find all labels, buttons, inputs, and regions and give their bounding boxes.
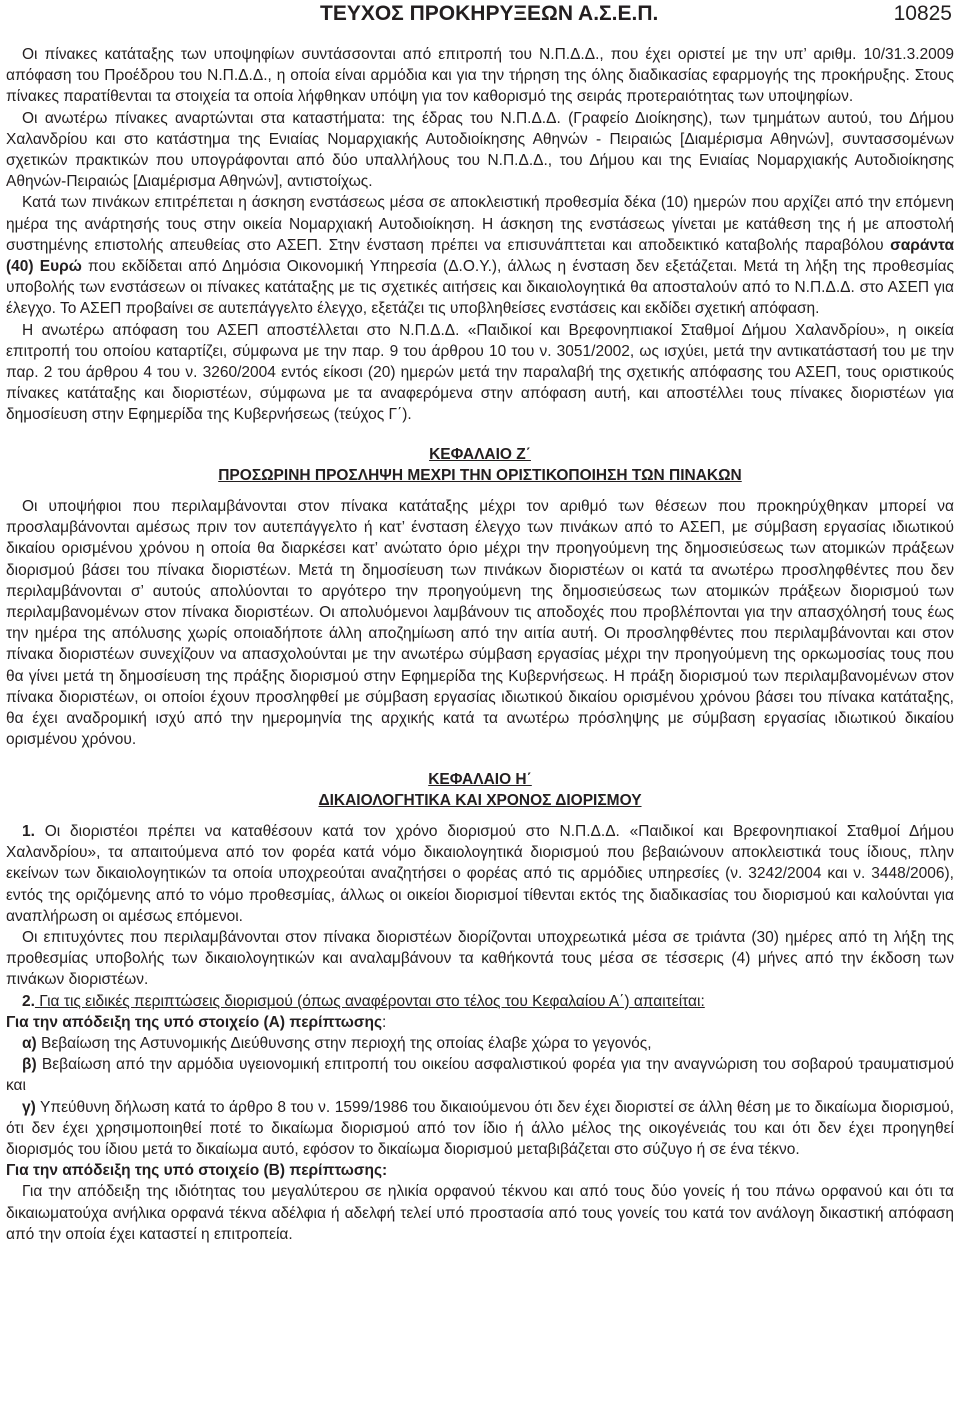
- page-header: [0, 2, 960, 34]
- paragraph-temporary-hiring: Οι υποψήφιοι που περιλαμβάνονται στον πίνακα κατάταξης μέχρι τον αριθμό των θέσεων που προκηρύχθηκαν μπορεί να προσλαμβάνονται αμέσως πριν τον αυτεπάγγελτο ή κατ’ ένσταση έλεγχο των πινάκων από το ΑΣΕΠ, με σύμβαση εργασίας ιδιωτικού δικαίου ορισμένου χρόνου η οποία θα διαρκέσει κατ’ ανώτατο όριο μέχρι την προηγούμενη της δημοσιεύσεως των ατομικών πράξεων διορισμού βάσει του πίνακα διοριστέων. Μετά τη δημοσίευση των πινάκων διοριστέων οι κατά τα ανωτέρω προσληφθέντες που δεν περιλαμβάνονται σ’ αυτούς απολύονται το αργότερο την προηγούμενη της δημοσιεύσεως των ατομικών πράξεων διορισμού των περιλαμβανομένων στον πίνακα διοριστέων. Οι απολυόμενοι λαμβάνουν τις αποδοχές που προβλέπονται για την απασχόλησή τους έως την ημέρα της απόλυσης χωρίς οποιαδήποτε άλλη αποζημίωση από την αιτία αυτή. Οι προσληφθέντες που περιλαμβάνονται και στον πίνακα διοριστέων συνεχίζουν να απασχολούνται με την ανωτέρω σύμβαση εργασίας μέχρι την προηγούμενη της ορκωμοσίας τους που θα γίνει μετά τη δημοσίευση της πράξης διορισμού στην Εφημερίδα της Κυβερνήσεως. Η πράξη διορισμού των περιλαμβανομένων στον πίνακα διοριστέων, οι οποίοι έχουν προσληφθεί με σύμβαση εργασίας ιδιωτικού δικαίου ορισμένου χρόνου βάσει του πίνακα κατάταξης, θα έχει αναδρομική ισχύ από την ημερομηνία της αρχικής κατά τα ανωτέρω πρόσληψης με σύμβαση εργασίας ιδιωτικού δικαίου ορισμένου χρόνου.: [6, 498, 954, 749]
- item-1-extra: Οι επιτυχόντες που περιλαμβάνονται στον πίνακα διοριστέων διορίζονται υποχρεωτικά μέσα σε τριάντα (30) ημέρες από τη λήξη της προθεσμίας υποβολής των δικαιολογητικών και αναλαμβάνουν τα καθήκοντά τους μέσα σε τέσσερις (4) μήνες από την έκδοση των πινάκων διοριστέων.: [6, 928, 954, 989]
- case-b-text: Για την απόδειξη της ιδιότητας του μεγαλύτερου σε ηλικία ορφανού τέκνου και από τους δύο γονείς ή του πάνω ορφανού και ότι τα δικαιωματούχα ανήλικα ορφανά τέκνα αδέλφια ή αδελφή τελεί υπό προστασία από τους γονείς του κατά τον ανάλογη δικαστική απόφαση από την οποία έχει καταστεί η επιτροπεία.: [6, 1183, 954, 1243]
- paragraph-asep-decision: Η ανωτέρω απόφαση του ΑΣΕΠ αποστέλλεται στο Ν.Π.Δ.Δ. «Παιδικοί και Βρεφονηπιακοί Σταθμοί Δήμου Χαλανδρίου», η οικεία επιτροπή του οποίου καταρτίζει, σύμφωνα με την παρ. 9 του άρθρου 10 του ν. 3051/2002, ως ισχύει, μετά την αντικατάστασή του με την παρ. 2 του άρθρου 4 του ν. 3260/2004 εντός είκοσι (20) ημερών μετά την παραλαβή της σχετικής απόφασης του ΑΣΕΠ, τους οριστικούς πίνακες κατάταξης και διοριστέων, σύμφωνα με τα αναφερόμενα στην απόφαση αυτή, και αποστέλλει τους πίνακες διοριστέων για δημοσίευση στην Εφημερίδα της Κυβερνήσεως (τεύχος Γ΄).: [6, 321, 954, 424]
- item-2-number: 2.: [22, 992, 35, 1010]
- case-a-item-b: β) Βεβαίωση από την αρμόδια υγειονομική επιτροπή του οικείου ασφαλιστικού φορέα για την αναγνώριση του σοβαρού τραυματισμού και: [6, 1056, 954, 1095]
- item-2-text: Για τις ειδικές περιπτώσεις διορισμού (όπως αναφέρονται στο τέλος του Κεφαλαίου Α΄) απαιτείται:: [34, 992, 705, 1010]
- page-number: 10825: [893, 2, 952, 25]
- objections-text-a: Κατά των πινάκων επιτρέπεται η άσκηση ενστάσεως μέσα σε αποκλειστική προθεσμία δέκα (10) ημερών που αρχίζει από την επόμενη ημέρα της ανάρτησής τους στην οικεία Νομαρχιακή Αυτοδιοίκηση. Η άσκηση της ενστάσεως γίνεται με κατάθεση της ή με αποστολή συστημένης επιστολής απευθείας στο ΑΣΕΠ. Στην ένσταση πρέπει να επισυνάπτεται και αποδεικτικό καταβολής παραβόλου: [6, 194, 954, 254]
- paragraph-objections: [6, 192, 954, 319]
- chapter-h-heading: ΚΕΦΑΛΑΙΟ Η΄: [428, 770, 532, 788]
- fee-amount: σαράντα (40) Ευρώ: [6, 236, 954, 276]
- case-a-title: Για την απόδειξη της υπό στοιχείο (Α) περίπτωσης:: [6, 1013, 387, 1031]
- paragraph-ranking-committee: Οι πίνακες κατάταξης των υποψηφίων συντάσσονται από επιτροπή του Ν.Π.Δ.Δ., που έχει οριστεί με την υπ’ αριθμ. 10/31.3.2009 απόφαση του Προέδρου του Ν.Π.Δ.Δ., η οποία είναι αρμόδια και για την τήρηση της όλης διαδικασίας εφαρμογής της προκήρυξης. Στους πίνακες παρατίθενται τα στοιχεία τα οποία λήφθηκαν υπόψη για τον καθορισμό της σειράς προτεραιότητας των υποψηφίων.: [6, 46, 954, 106]
- case-b-title: Για την απόδειξη της υπό στοιχείο (Β) περίπτωσης:: [6, 1162, 388, 1180]
- item-2: [6, 991, 954, 1012]
- item-1-number: 1.: [22, 822, 35, 840]
- paragraph-posting: Οι ανωτέρω πίνακες αναρτώνται στα καταστήματα: της έδρας του Ν.Π.Δ.Δ. (Γραφείο Διοίκησης), των τμημάτων αυτού, του Δήμου Χαλανδρίου και στο κατάστημα της Ενιαίας Νομαρχιακής Αυτοδιοίκησης Αθηνών - Πειραιώς [Διαμέρισμα Αθηνών], συντασσομένων σχετικών πρακτικών που υπογράφονται από δύο υπαλλήλους του Ν.Π.Δ.Δ., του Δήμου και της Ενιαίας Νομαρχιακής Αυτοδιοίκησης Αθηνών-Πειραιώς [Διαμέρισμα Αθηνών], αντιστοίχως.: [6, 109, 954, 191]
- chapter-z-title: ΠΡΟΣΩΡΙΝΗ ΠΡΟΣΛΗΨΗ ΜΕΧΡΙ ΤΗΝ ΟΡΙΣΤΙΚΟΠΟΙΗΣΗ ΤΩΝ ΠΙΝΑΚΩΝ: [218, 466, 742, 484]
- case-a-item-c: γ) Υπεύθυνη δήλωση κατά το άρθρο 8 του ν. 1599/1986 του δικαιούμενου ότι δεν έχει διοριστεί σε άλλη θέση με το δικαίωμα διορισμού, ότι δεν έχει χρησιμοποιηθεί ποτέ το δικαίωμα διορισμού από τον ίδιο ή άλλο μέλος της οικογένειάς του και ότι δεν έχει προηγηθεί διορισμός του ίδιου μετά το δικαίωμα αυτό, εφόσον το δικαίωμα διορισμού μεταβιβάζεται στο σύζυγο ή σε ένα τέκνο.: [6, 1098, 954, 1158]
- item-1: [6, 821, 954, 927]
- document-body: [6, 44, 954, 1245]
- issue-title: ΤΕΥΧΟΣ ΠΡΟΚΗΡΥΞΕΩΝ Α.Σ.Ε.Π.: [320, 2, 659, 25]
- chapter-h-title: ΔΙΚΑΙΟΛΟΓΗΤΙΚΑ ΚΑΙ ΧΡΟΝΟΣ ΔΙΟΡΙΣΜΟΥ: [318, 791, 642, 809]
- chapter-z-heading: ΚΕΦΑΛΑΙΟ Ζ΄: [429, 445, 531, 463]
- item-1-text: Οι διοριστέοι πρέπει να καταθέσουν κατά τον χρόνο διορισμού στο Ν.Π.Δ.Δ. «Παιδικοί και Βρεφονηπιακοί Σταθμοί Δήμου Χαλανδρίου», τα απαιτούμενα από τον φορέα κατά νόμο δικαιολογητικά διορισμού που βεβαιώνουν αποκλειστικά τους ίδιους, πλην εκείνων των δικαιολογητικών τα οποία υποχρεούται αναζητήσει ο φορέας από τις αρμόδιες υπηρεσίες (ν. 3242/2004 και ν. 3448/2006), εντός της οριζόμενης από το νόμο προθεσμίας, άλλως οι οικείοι διορισμοί τίθενται εκτός της διαδικασίας του διορισμού και καλούνται για αναπλήρωση οι αμέσως επόμενοι.: [6, 822, 954, 925]
- objections-text-b: που εκδίδεται από Δημόσια Οικονομική Υπηρεσία (Δ.Ο.Υ.), άλλως η ένσταση δεν εξετάζεται. Μετά τη λήξη της προθεσμίας υποβολής των ενστάσεων οι πίνακες κατάταξης με τις σχετικές αιτήσεις και δικαιολογητικά θα αποσταλούν από το Ν.Π.Δ.Δ. στο ΑΣΕΠ για έλεγχο. Το ΑΣΕΠ προβαίνει σε αυτεπάγγελτο έλεγχο, εξετάζει τις υποβληθείσες ενστάσεις και εκδίδει σχετική απόφαση.: [6, 258, 954, 318]
- case-a-item-a: α) Βεβαίωση της Αστυνομικής Διεύθυνσης στην περιοχή της οποίας έλαβε χώρα το γεγονός,: [22, 1034, 652, 1052]
